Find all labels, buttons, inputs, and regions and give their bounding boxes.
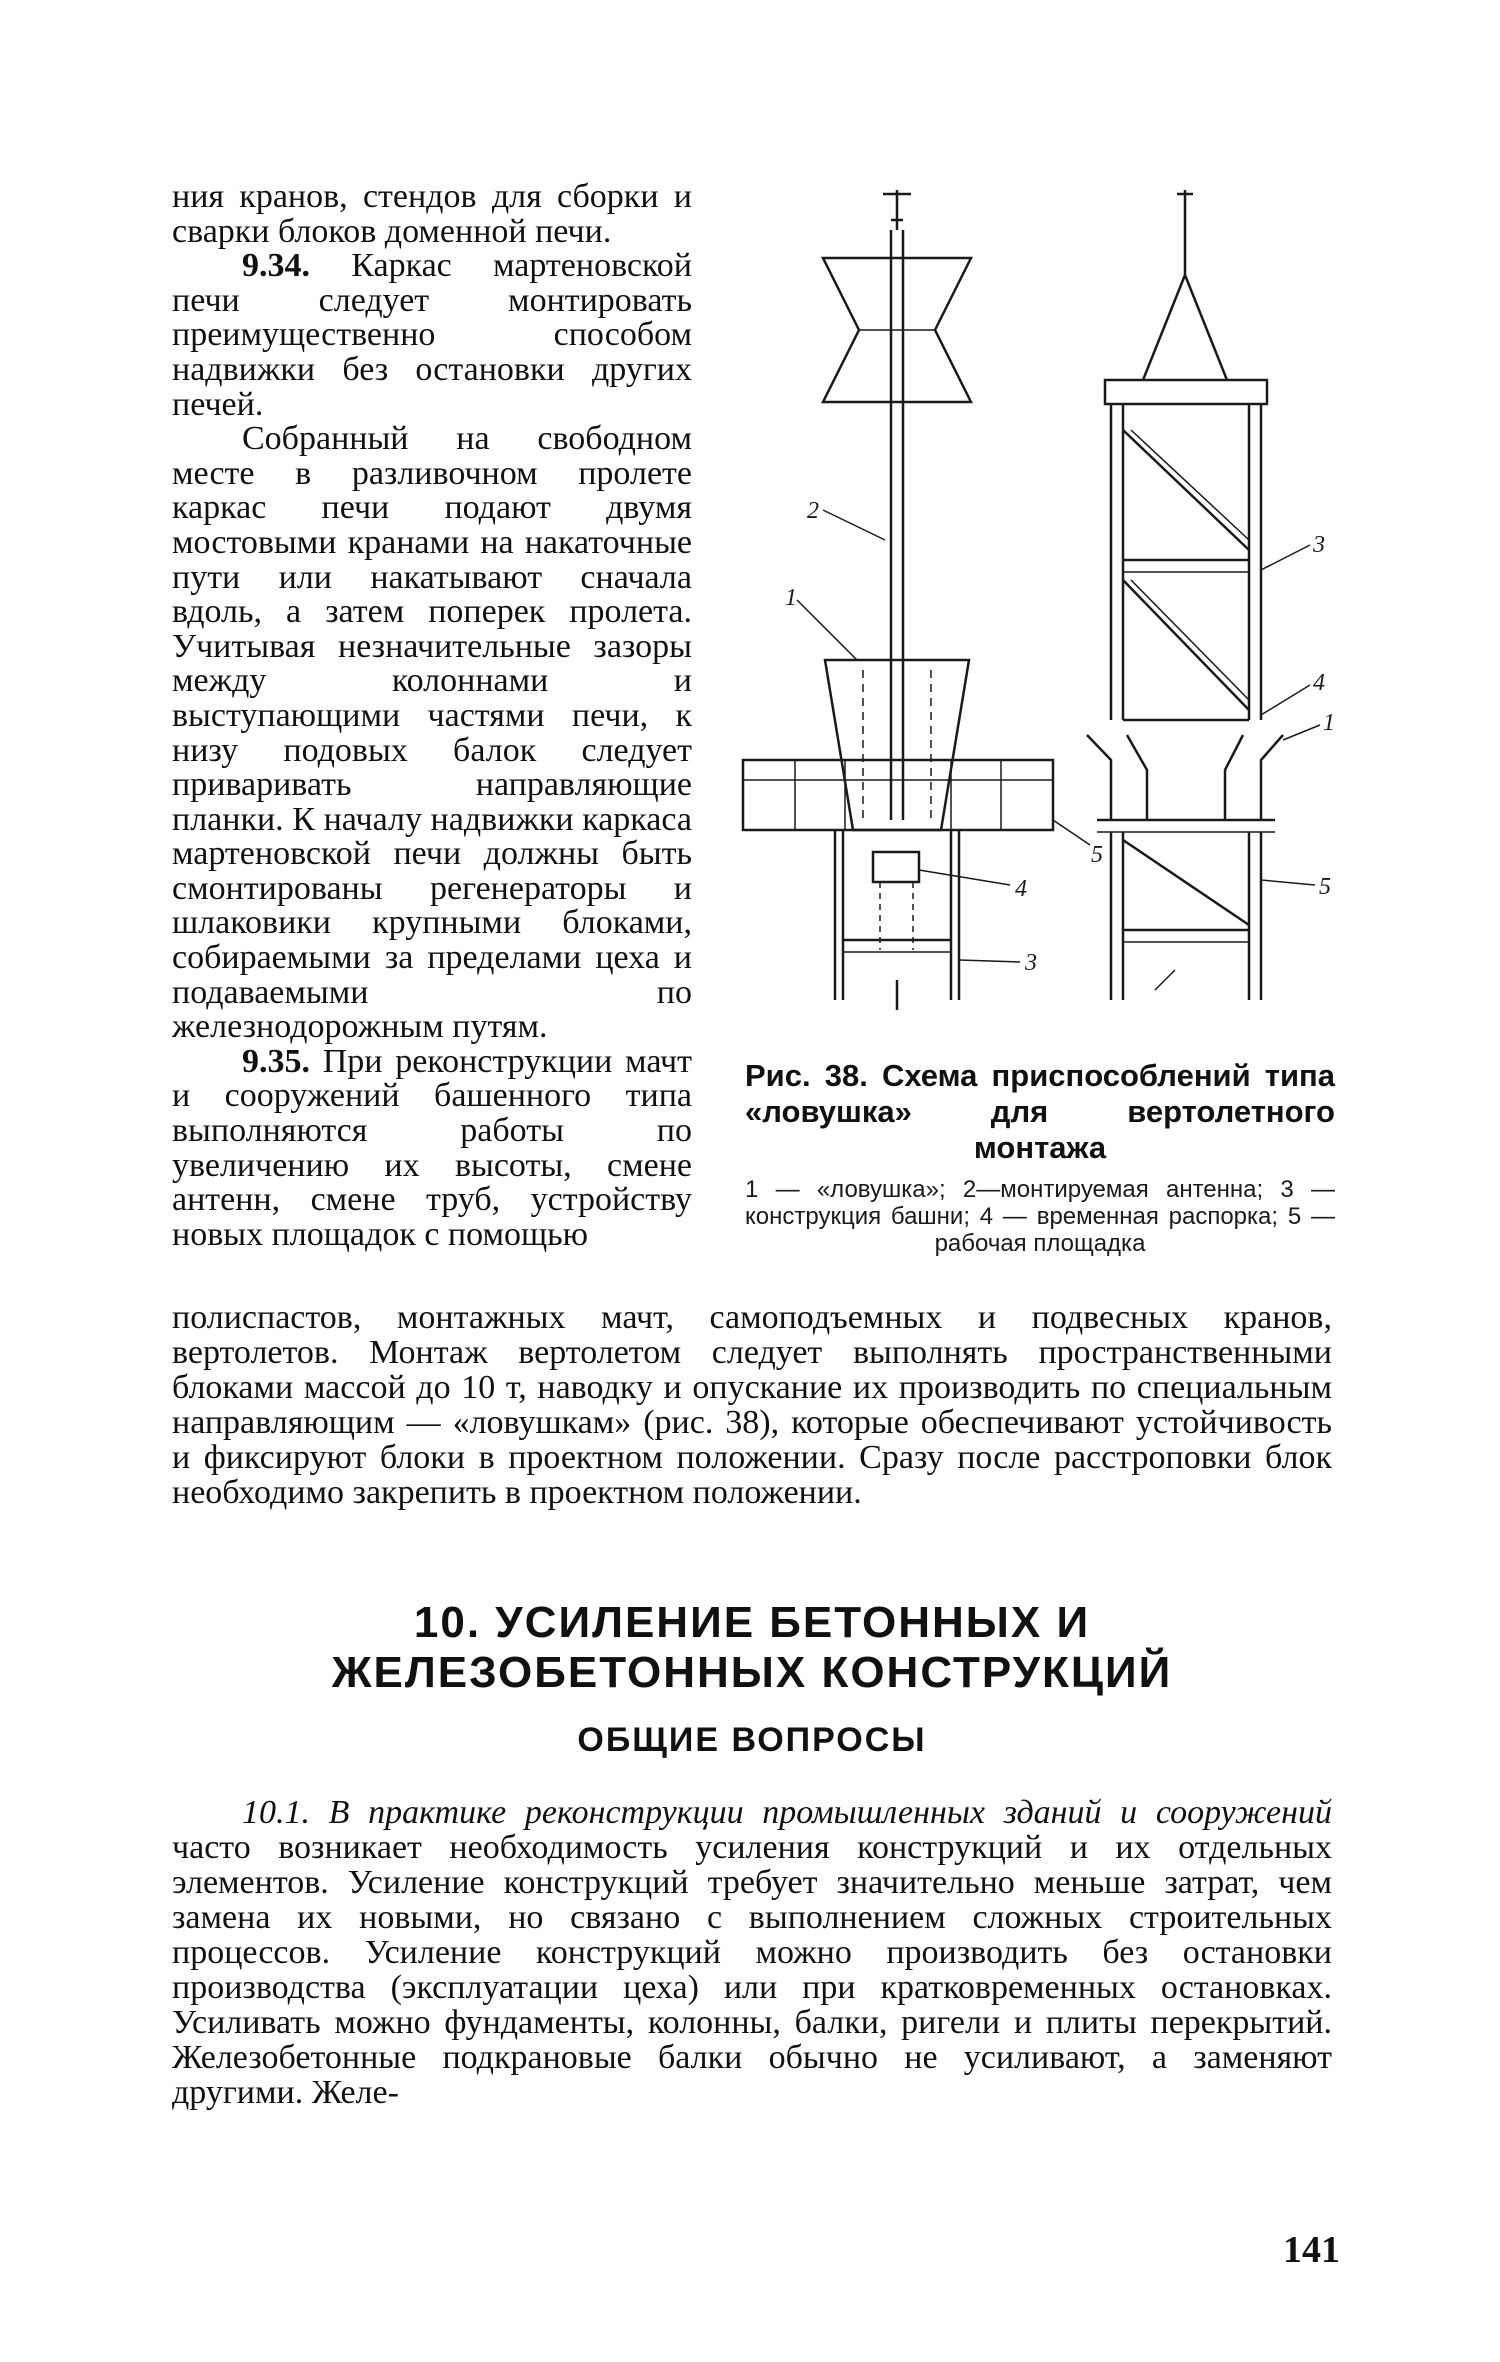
label-5-right: 5 bbox=[1319, 874, 1331, 900]
label-3-right: 3 bbox=[1313, 532, 1325, 558]
clause-text: часто возникает необходимость усиления конструкций и их отдельных элементов. Усиление конструкций требует значительно меньше затрат, чем замена их новыми, но связано с выполнением сложных строительных процессов. Усиление конструкций можно производить без остановки производства (эксплуатации цеха) или при кратковременных остановках. Усиливать можно фундаменты, колонны, балки, ригели и плиты перекрытий. Железобетонные подкрановые балки обычно не усиливают, а заменяют другими. Желе- bbox=[172, 1829, 1332, 2111]
label-1-left: 1 bbox=[785, 585, 797, 611]
caption-legend: 1 — «ловушка»; 2—монтируемая антенна; 3 — конструкция башни; 4 — временная распорка; 5 — рабочая площадка bbox=[745, 1176, 1335, 1257]
paragraph-9-34 bbox=[172, 249, 692, 422]
continuation-text bbox=[172, 1300, 1332, 1510]
label-1-right: 1 bbox=[1323, 710, 1335, 736]
label-3-left: 3 bbox=[1025, 950, 1037, 976]
clause-number: 10.1. bbox=[242, 1794, 310, 1831]
paragraph-continuation-wide: полиспастов, монтажных мачт, самоподъемных и подвесных кранов, вертолетов. Монтаж вертолетом следует выполнять пространственными блоками массой до 10 т, наводку и опускание их производить по специальным направляющим — «ловушкам» (рис. 38), которые обеспечивают устойчивость и фиксируют блоки в проектном положении. Сразу после расстроповки блок необходимо закрепить в проектном положении. bbox=[172, 1299, 1332, 1511]
section-title: 10. УСИЛЕНИЕ БЕТОННЫХ И ЖЕЛЕЗОБЕТОННЫХ КОНСТРУКЦИЙ bbox=[331, 1598, 1173, 1697]
clause-text: При реконструкции мачт и сооружений башенного типа выполняются работы по увеличению их высоты, смене антенн, смене труб, устройству новых площадок с помощью bbox=[172, 1042, 693, 1253]
tower-block-drawing bbox=[1087, 190, 1320, 1000]
figure-caption bbox=[745, 1058, 1335, 1257]
clause-italic-text: В практике реконструкции промышленных зданий и сооружений bbox=[328, 1794, 1332, 1831]
paragraph-9-35 bbox=[172, 1042, 693, 1253]
caption-title: Рис. 38. Схема приспособлений типа «ловушка» для вертолетного монтажа bbox=[745, 1058, 1335, 1165]
section-subtitle: ОБЩИЕ ВОПРОСЫ bbox=[577, 1721, 927, 1759]
label-2-left: 2 bbox=[807, 498, 819, 524]
label-4-right: 4 bbox=[1313, 670, 1325, 696]
figure-38-drawing bbox=[735, 180, 1355, 1020]
clause-text: Каркас мартеновской печи следует монтировать преимущественно способом надвижки без остановки других печей. bbox=[172, 247, 693, 423]
label-5-left: 5 bbox=[1091, 842, 1103, 868]
section-body bbox=[172, 1795, 1332, 2110]
clause-number: 9.35. bbox=[242, 1042, 310, 1080]
paragraph-assembly: Собранный на свободном месте в разливочном пролете каркас печи подают двумя мостовыми кранами на накаточные пути или накатывают сначала вдоль, а затем поперек пролета. Учитывая незначительные зазоры между колоннами и выступающими частями печи, к низу подовых балок следует приваривать направляющие планки. К началу надвижки каркаса мартеновской печи должны быть смонтированы регенераторы и шлаковики крупными блоками, собираемыми за пределами цеха и подаваемыми по железнодорожным путям. bbox=[172, 420, 692, 1046]
clause-number: 9.34. bbox=[242, 247, 310, 285]
label-4-left: 4 bbox=[1015, 876, 1027, 902]
paragraph-10-1 bbox=[172, 1795, 1332, 2110]
left-column-text bbox=[172, 180, 692, 1252]
page-number: 141 bbox=[1283, 2229, 1340, 2271]
paragraph-continuation: ния кранов, стендов для сборки и сварки блоков доменной печи. bbox=[172, 178, 692, 250]
